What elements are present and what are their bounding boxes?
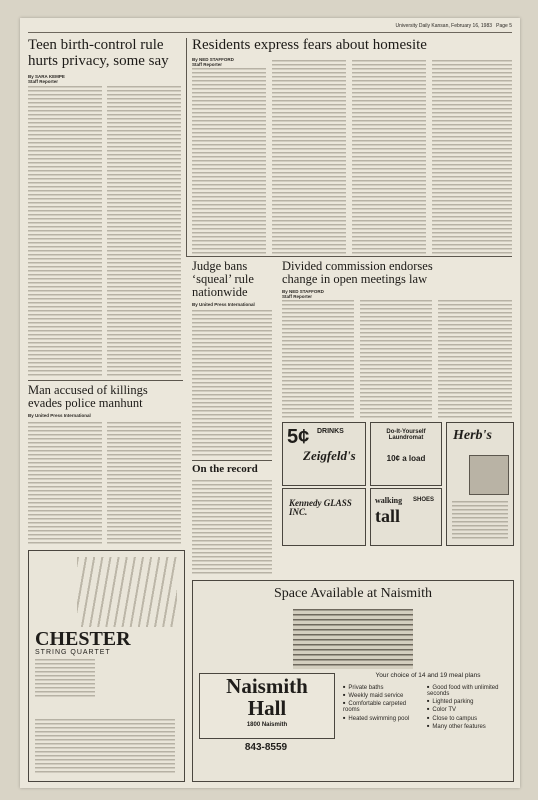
judge-headline: Judge bans ‘squeal’ rule nationwide (192, 259, 254, 300)
naismith-ad (192, 580, 514, 782)
naismith-address: 1800 Naismith (246, 722, 288, 728)
homesite-column-1 (192, 68, 266, 256)
commission-headline: Divided commission endorses change in open meetings law (282, 259, 433, 287)
feature-item: ■ Lighted parking (427, 699, 511, 705)
chester-subtitle: STRING QUARTET (35, 649, 111, 656)
commission-column-2 (360, 300, 432, 420)
laundromat-ad (370, 422, 442, 486)
naismith-name-2: Hall (247, 696, 287, 720)
homesite-column-3 (352, 60, 426, 256)
naismith-features-right (427, 685, 511, 732)
record-headline: On the record (192, 463, 258, 475)
quartet-illustration (77, 557, 177, 627)
feature-item: ■ Color TV (427, 707, 511, 713)
homesite-headline: Residents express fears about homesite (192, 37, 427, 53)
naismith-headline: Space Available at Naismith (274, 586, 432, 601)
drinks-price: 5¢ (287, 426, 310, 448)
herbs-details (452, 501, 508, 539)
herbs-ad (446, 422, 514, 546)
walking-line1: walking (375, 496, 403, 505)
birth-control-headline: Teen birth-control rule hurts privacy, some say (28, 37, 169, 69)
naismith-building-illustration (293, 609, 413, 669)
kennedy-title: Kennedy GLASS INC. (289, 498, 352, 517)
commission-byline: By NED STAFFORD Staff Reporter (282, 289, 324, 300)
birth-control-byline: By SARA KEMPE Staff Reporter (28, 74, 65, 85)
drinks-ad (282, 422, 366, 486)
feature-item: ■ Heated swimming pool (343, 716, 421, 722)
feature-item: ■ Close to campus (427, 716, 511, 722)
laundromat-price: 10¢ a load (386, 454, 426, 463)
page-header (28, 22, 512, 33)
judge-column (192, 310, 272, 458)
herbs-photo (469, 455, 509, 495)
page-number: Page 5 (496, 23, 512, 29)
feature-item: ■ Comfortable carpeted rooms (343, 701, 421, 713)
birth-control-column-1 (28, 86, 102, 376)
chester-quartet-ad (28, 550, 185, 782)
feature-item: ■ Good food with unlimited seconds (427, 685, 511, 697)
feature-item: ■ Weekly maid service (343, 693, 421, 699)
commission-column-3 (438, 300, 512, 420)
record-column (192, 480, 272, 576)
naismith-name-1: Naismith (226, 674, 308, 698)
drinks-top: DRINKS (317, 428, 344, 435)
drinks-brand: Zeigfeld's (303, 448, 356, 463)
homesite-column-4 (432, 60, 512, 256)
header-paper-date: University Daily Kansan, February 16, 1983 (395, 23, 492, 29)
naismith-meal-plans: Your choice of 14 and 19 meal plans (375, 672, 481, 679)
chester-program (35, 719, 175, 775)
killings-headline: Man accused of killings evades police manhunt (28, 383, 148, 411)
homesite-byline: By NED STAFFORD Staff Reporter (192, 57, 234, 68)
walking-tall-ad (370, 488, 442, 546)
chester-details (35, 659, 95, 699)
kennedy-glass-ad (282, 488, 366, 546)
killings-column-2 (107, 422, 181, 546)
laundromat-title: Do-It-Yourself Laundromat (386, 429, 426, 441)
newspaper-page (20, 18, 520, 788)
chester-title: CHESTER (35, 628, 131, 650)
walking-side: SHOES (413, 497, 435, 503)
judge-byline: By United Press International (192, 302, 255, 307)
naismith-features-left (343, 685, 421, 724)
walking-line2: tall (375, 506, 400, 526)
herbs-title: Herb's (453, 428, 492, 443)
killings-column-1 (28, 422, 102, 546)
naismith-logo (199, 673, 335, 739)
commission-column-1 (282, 300, 354, 420)
birth-control-column-2 (107, 86, 181, 376)
killings-byline: By United Press International (28, 413, 91, 418)
homesite-column-2 (272, 60, 346, 256)
feature-item: ■ Many other features (427, 724, 511, 730)
feature-item: ■ Private baths (343, 685, 421, 691)
naismith-phone: 843-8559 (244, 742, 288, 753)
